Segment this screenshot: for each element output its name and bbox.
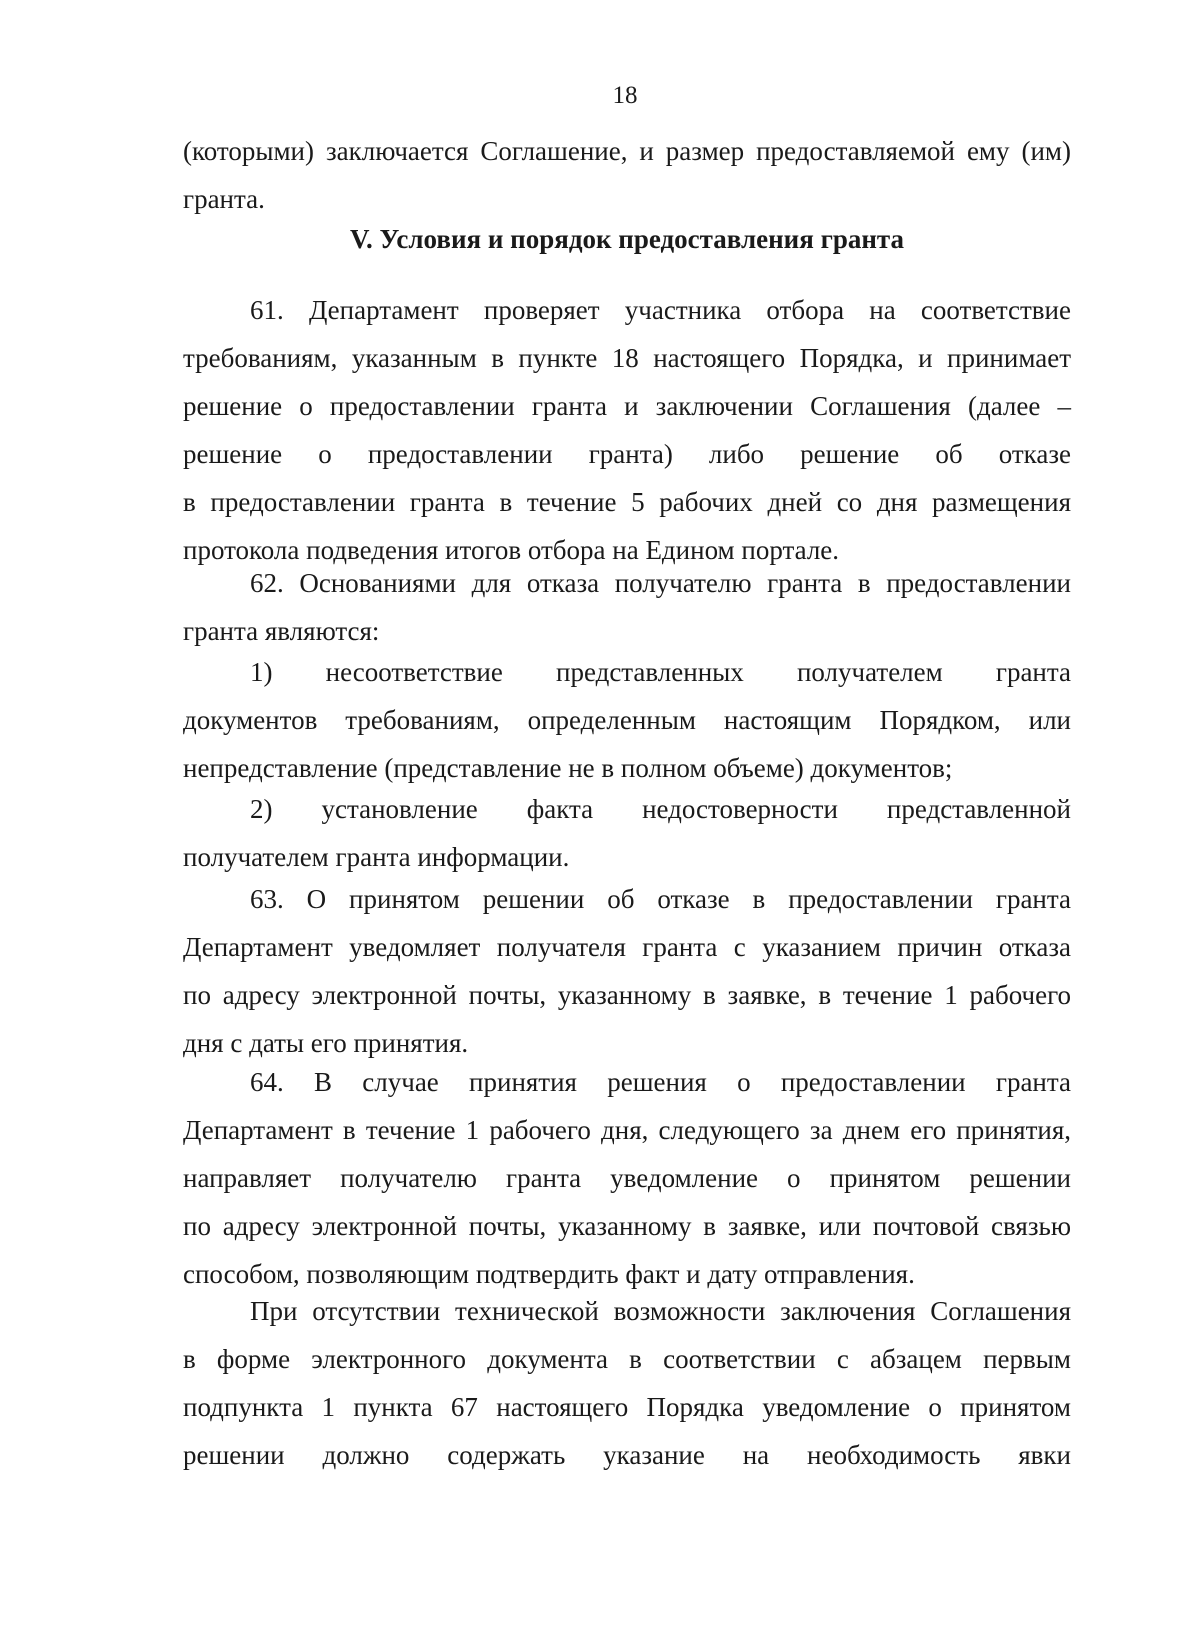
- text-line: дня с даты его принятия.: [183, 1028, 469, 1058]
- paragraph-62-item-1: [183, 648, 1071, 792]
- text-line: решение о предоставлении гранта) либо решение об отказе: [183, 439, 1071, 469]
- paragraph-61: [183, 286, 1071, 574]
- text-line: решение о предоставлении гранта и заключении Соглашения (далее –: [183, 391, 1071, 421]
- text-line: гранта являются:: [183, 616, 380, 646]
- text-line: Департамент уведомляет получателя гранта с указанием причин отказа: [183, 932, 1071, 962]
- text-line: 1) несоответствие представленных получателем гранта: [250, 657, 1071, 687]
- text-line: в предоставлении гранта в течение 5 рабочих дней со дня размещения: [183, 487, 1071, 517]
- paragraph-62: [183, 559, 1071, 655]
- text-line: в форме электронного документа в соответствии с абзацем первым: [183, 1344, 1071, 1374]
- paragraph-63: [183, 875, 1071, 1067]
- text-line: 2) установление факта недостоверности представленной: [250, 794, 1071, 824]
- text-line: 63. О принятом решении об отказе в предоставлении гранта: [250, 884, 1071, 914]
- paragraph-62-item-2: [183, 785, 1071, 881]
- text-line: решении должно содержать указание на необходимость явки: [183, 1440, 1071, 1470]
- text-line: 64. В случае принятия решения о предоставлении гранта: [250, 1067, 1071, 1097]
- text-line: (которыми) заключается Соглашение, и размер предоставляемой ему (им): [183, 136, 1071, 166]
- text-line: по адресу электронной почты, указанному в заявке, или почтовой связью: [183, 1211, 1071, 1241]
- text-line: подпункта 1 пункта 67 настоящего Порядка уведомление о принятом: [183, 1392, 1071, 1422]
- text-line: 62. Основаниями для отказа получателю гранта в предоставлении: [250, 568, 1071, 598]
- text-line: документов требованиям, определенным настоящим Порядком, или: [183, 705, 1071, 735]
- text-line: способом, позволяющим подтвердить факт и дату отправления.: [183, 1259, 915, 1289]
- paragraph-64: [183, 1058, 1071, 1298]
- text-line: направляет получателю гранта уведомление о принятом решении: [183, 1163, 1071, 1193]
- text-line: гранта.: [183, 184, 265, 214]
- page-number: 18: [612, 82, 638, 109]
- text-line: по адресу электронной почты, указанному в заявке, в течение 1 рабочего: [183, 980, 1071, 1010]
- text-line: получателем гранта информации.: [183, 842, 570, 872]
- paragraph-64-continuation: [183, 1287, 1071, 1479]
- text-line: протокола подведения итогов отбора на Едином портале.: [183, 535, 840, 565]
- text-line: Департамент в течение 1 рабочего дня, следующего за днем его принятия,: [183, 1115, 1071, 1145]
- section-heading: V. Условия и порядок предоставления гранта: [349, 224, 904, 254]
- text-line: 61. Департамент проверяет участника отбора на соответствие: [250, 295, 1071, 325]
- text-line: непредставление (представление не в полном объеме) документов;: [183, 753, 953, 783]
- text-line: требованиям, указанным в пункте 18 настоящего Порядка, и принимает: [183, 343, 1071, 373]
- text-line: При отсутствии технической возможности заключения Соглашения: [250, 1296, 1071, 1326]
- intro-paragraph: [183, 127, 1071, 223]
